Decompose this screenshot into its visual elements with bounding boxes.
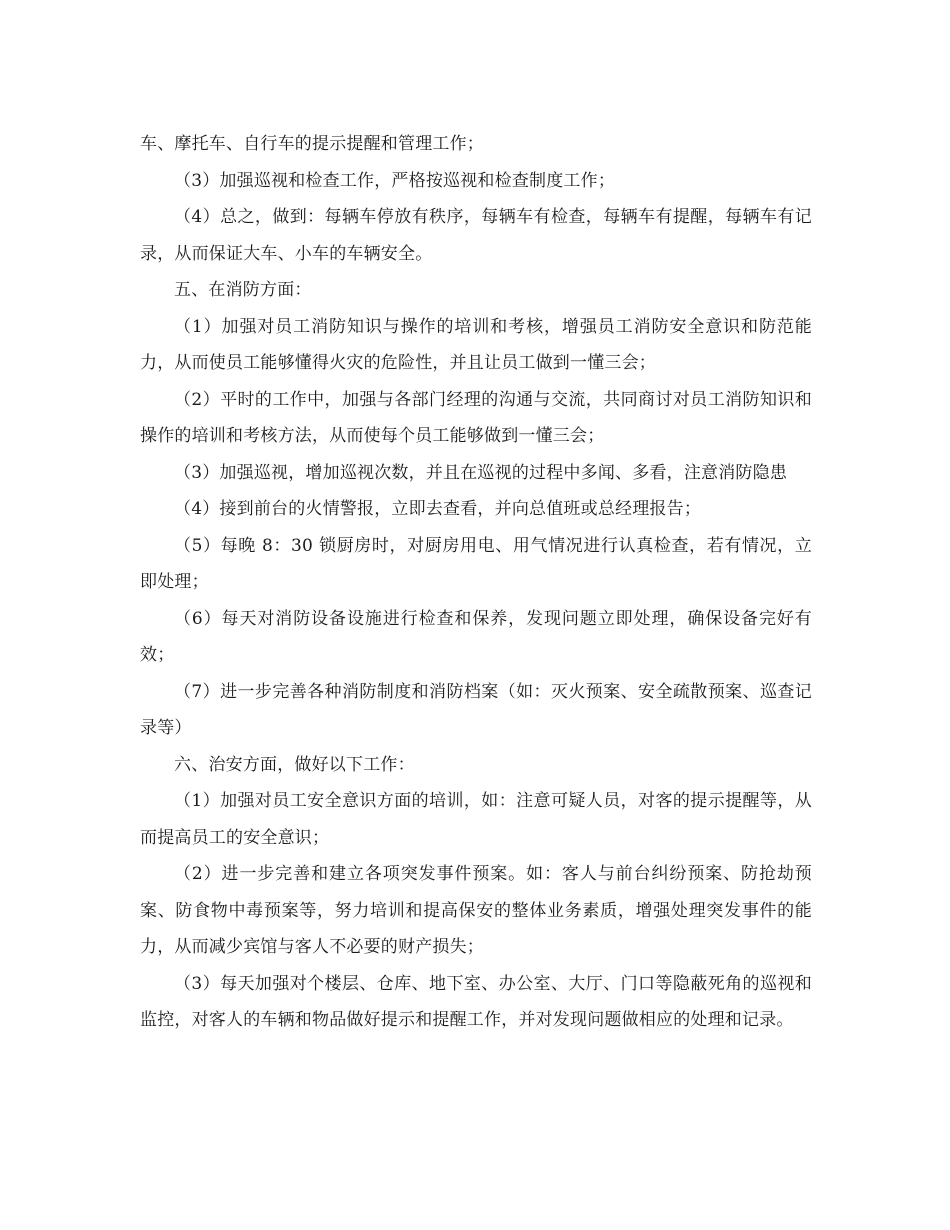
paragraph-patrol-inspection: （3）加强巡视和检查工作，严格按巡视和检查制度工作； (174, 170, 616, 191)
paragraph-vehicle-summary: （4）总之，做到：每辆车停放有秩序，每辆车有检查，每辆车有提醒，每辆车有记录，从而保证大车、小车的车辆安全。 (140, 207, 812, 264)
paragraph-fire-communication: （2）平时的工作中，加强与各部门经理的沟通与交流，共同商讨对员工消防知识和操作的培训和考核方法，从而使每个员工能够做到一懂三会； (140, 389, 812, 446)
paragraph-vehicle-reminder: 车、摩托车、自行车的提示提醒和管理工作； (140, 134, 484, 154)
paragraph-equipment-maintenance: （6）每天对消防设备设施进行检查和保养，发现问题立即处理，确保设备完好有效； (140, 608, 812, 665)
paragraph-fire-records: （7）进一步完善各种消防制度和消防档案（如：灭火预案、安全疏散预案、巡查记录等） (140, 681, 812, 738)
section-heading-public-security: 六、治安方面，做好以下工作： (174, 754, 415, 775)
paragraph-fire-training: （1）加强对员工消防知识与操作的培训和考核，增强员工消防安全意识和防范能力，从而使员工能够懂得火灾的危险性，并且让员工做到一懂三会； (140, 316, 812, 373)
paragraph-fire-patrol: （3）加强巡视，增加巡视次数，并且在巡视的过程中多闻、多看，注意消防隐患 (174, 462, 788, 483)
paragraph-kitchen-check: （5）每晚 8：30 锁厨房时，对厨房用电、用气情况进行认真检查，若有情况，立即处理； (140, 535, 812, 592)
paragraph-daily-patrol: （3）每天加强对个楼层、仓库、地下室、办公室、大厅、门口等隐蔽死角的巡视和监控，对客人的车辆和物品做好提示和提醒工作，并对发现问题做相应的处理和记录。 (140, 973, 812, 1030)
document-body (140, 126, 812, 1039)
section-heading-fire-safety: 五、在消防方面： (174, 280, 312, 300)
paragraph-security-training: （1）加强对员工安全意识方面的培训，如：注意可疑人员，对客的提示提醒等，从而提高员工的安全意识； (140, 791, 812, 848)
paragraph-fire-alarm: （4）接到前台的火情警报，立即去查看，并向总值班或总经理报告； (174, 499, 702, 519)
paragraph-emergency-plans: （2）进一步完善和建立各项突发事件预案。如：客人与前台纠纷预案、防抢劫预案、防食物中毒预案等，努力培训和提高保安的整体业务素质，增强处理突发事件的能力，从而减少宾馆与客人不必要的财产损失； (140, 864, 812, 957)
